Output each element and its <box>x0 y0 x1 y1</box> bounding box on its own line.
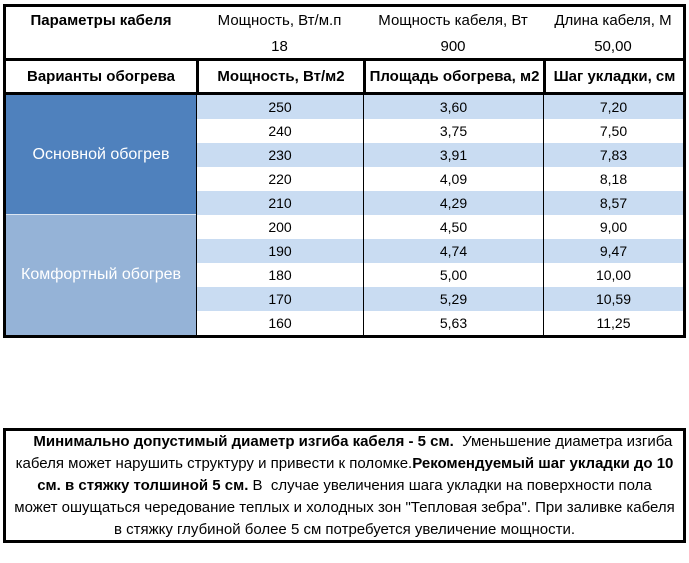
table-cell: 8,18 <box>543 167 683 191</box>
cable-parameters-table <box>3 4 686 338</box>
note-segment-bend-warning: Уменьшение диаметра изгиба кабеля может нарушить структуру и привести к поломке. <box>15 432 677 472</box>
table-cell: 5,00 <box>363 263 543 287</box>
params-header-cable-power: Мощность кабеля, Вт <box>378 12 528 29</box>
table-cell: 11,25 <box>543 311 683 335</box>
params-value-power-per-m: 18 <box>271 37 288 55</box>
table-cell: 210 <box>196 191 363 215</box>
table-cell: 3,91 <box>363 143 543 167</box>
table-cell: 170 <box>196 287 363 311</box>
heating-header-power: Мощность, Вт/м2 <box>196 61 363 92</box>
table-cell: 7,50 <box>543 119 683 143</box>
table-cell: 8,57 <box>543 191 683 215</box>
table-cell: 200 <box>196 215 363 239</box>
table-cell: 220 <box>196 167 363 191</box>
table-cell: 190 <box>196 239 363 263</box>
table-cell: 4,50 <box>363 215 543 239</box>
heating-header-spacing: Шаг укладки, см <box>543 61 683 92</box>
section-label-primary-heating: Основной обогрев <box>6 95 196 215</box>
table-cell: 7,83 <box>543 143 683 167</box>
params-header-power-per-m: Мощность, Вт/м.п <box>217 12 342 29</box>
table-cell: 7,20 <box>543 95 683 119</box>
note-segment-bold-recommended-spacing: Рекомендуемый шаг укладки до 10 см. в стяжку толшиной 5 см. <box>37 454 678 494</box>
table-cell: 5,29 <box>363 287 543 311</box>
table-cell: 180 <box>196 263 363 287</box>
table-cell: 250 <box>196 95 363 119</box>
params-header-cable-length: Длина кабеля, М <box>554 12 672 29</box>
table-cell: 10,59 <box>543 287 683 311</box>
params-value-cable-length: 50,00 <box>594 37 632 55</box>
section-label-comfort-heating: Комфортный обогрев <box>6 215 196 335</box>
table-cell: 230 <box>196 143 363 167</box>
table-cell: 5,63 <box>363 311 543 335</box>
params-value-cable-power: 900 <box>440 37 466 55</box>
heating-header-row <box>6 58 683 95</box>
heating-header-variants: Варианты обогрева <box>27 68 175 85</box>
table-cell: 240 <box>196 119 363 143</box>
note-segment-spacing-warning: В случае увеличения шага укладки на поверхности пола может ошущаться чередование теплых и холодных зон "Тепловая зебра". При заливке кабеля в стяжку глубиной более 5 см потребуется увеличение мощности. <box>14 476 679 538</box>
heating-header-area: Площадь обогрева, м2 <box>363 61 543 92</box>
params-value-empty <box>6 34 196 58</box>
installation-note-box <box>3 428 686 543</box>
params-values-row <box>6 34 683 58</box>
table-cell: 3,60 <box>363 95 543 119</box>
table-cell: 9,00 <box>543 215 683 239</box>
table-cell: 9,47 <box>543 239 683 263</box>
params-table-title: Параметры кабеля <box>30 12 172 29</box>
table-cell: 4,09 <box>363 167 543 191</box>
table-cell: 4,74 <box>363 239 543 263</box>
table-cell: 160 <box>196 311 363 335</box>
table-cell: 3,75 <box>363 119 543 143</box>
params-header-row <box>6 7 683 34</box>
note-segment-bold-bend-diameter: Минимально допустимый диаметр изгиба кабеля - 5 см. <box>33 432 454 450</box>
installation-note-text <box>14 409 679 563</box>
table-cell: 4,29 <box>363 191 543 215</box>
heating-table-body <box>6 95 683 335</box>
table-cell: 10,00 <box>543 263 683 287</box>
